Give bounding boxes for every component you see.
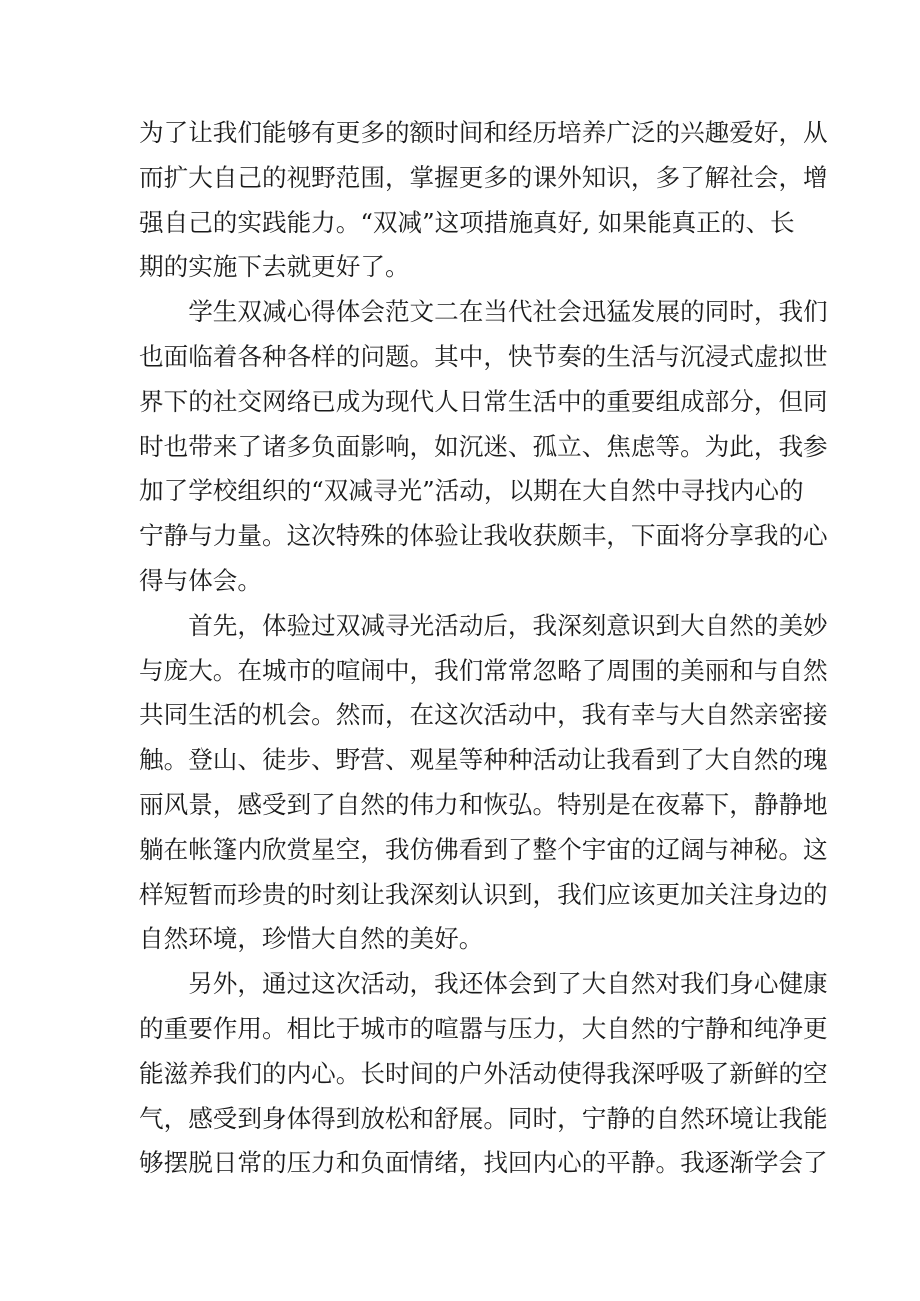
text-line: 而扩大自己的视野范围，掌握更多的课外知识，多了解社会，增 xyxy=(139,162,828,192)
text-line: 界下的社交网络已成为现代人日常生活中的重要组成部分，但同 xyxy=(139,386,828,416)
text-line: 另外，通过这次活动，我还体会到了大自然对我们身心健康 xyxy=(139,969,828,999)
text-line: 能滋养我们的内心。长时间的户外活动使得我深呼吸了新鲜的空 xyxy=(139,1058,828,1088)
text-line: 也面临着各种各样的问题。其中，快节奏的生活与沉浸式虚拟世 xyxy=(139,341,828,371)
text-line: 样短暂而珍贵的时刻让我深刻认识到，我们应该更加关注身边的 xyxy=(139,879,828,909)
text-line: 的重要作用。相比于城市的喧嚣与压力，大自然的宁静和纯净更 xyxy=(139,1013,828,1043)
text-line: 丽风景，感受到了自然的伟力和恢弘。特别是在夜幕下，静静地 xyxy=(139,789,828,819)
text-line: 够摆脱日常的压力和负面情绪，找回内心的平静。我逐渐学会了 xyxy=(139,1148,828,1178)
text-line: 自然环境，珍惜大自然的美好。 xyxy=(139,924,484,954)
text-line: 宁静与力量。这次特殊的体验让我收获颇丰，下面将分享我的心 xyxy=(139,521,828,551)
text-line: 首先，体验过双减寻光活动后，我深刻意识到大自然的美妙 xyxy=(139,610,828,640)
text-line: 气，感受到身体得到放松和舒展。同时，宁静的自然环境让我能 xyxy=(139,1103,828,1133)
document-body xyxy=(139,111,828,1186)
text-line: 躺在帐篷内欣赏星空，我仿佛看到了整个宇宙的辽阔与神秘。这 xyxy=(139,834,828,864)
text-line: 得与体会。 xyxy=(139,565,262,595)
text-line: 与庞大。在城市的喧闹中，我们常常忽略了周围的美丽和与自然 xyxy=(139,655,828,685)
text-line: 时也带来了诸多负面影响，如沉迷、孤立、焦虑等。为此，我参 xyxy=(139,431,828,461)
text-line: 期的实施下去就更好了。 xyxy=(139,252,410,282)
text-line: 为了让我们能够有更多的额时间和经历培养广泛的兴趣爱好，从 xyxy=(139,118,828,147)
text-line: 触。登山、徒步、野营、观星等种种活动让我看到了大自然的瑰 xyxy=(139,745,828,775)
text-line: 强自己的实践能力。“双减”这项措施真好, 如果能真正的、长 xyxy=(139,207,795,237)
text-line: 学生双减心得体会范文二在当代社会迅猛发展的同时，我们 xyxy=(139,297,828,327)
text-line: 加了学校组织的“双减寻光”活动，以期在大自然中寻找内心的 xyxy=(139,476,804,506)
text-line: 共同生活的机会。然而，在这次活动中，我有幸与大自然亲密接 xyxy=(139,700,828,730)
